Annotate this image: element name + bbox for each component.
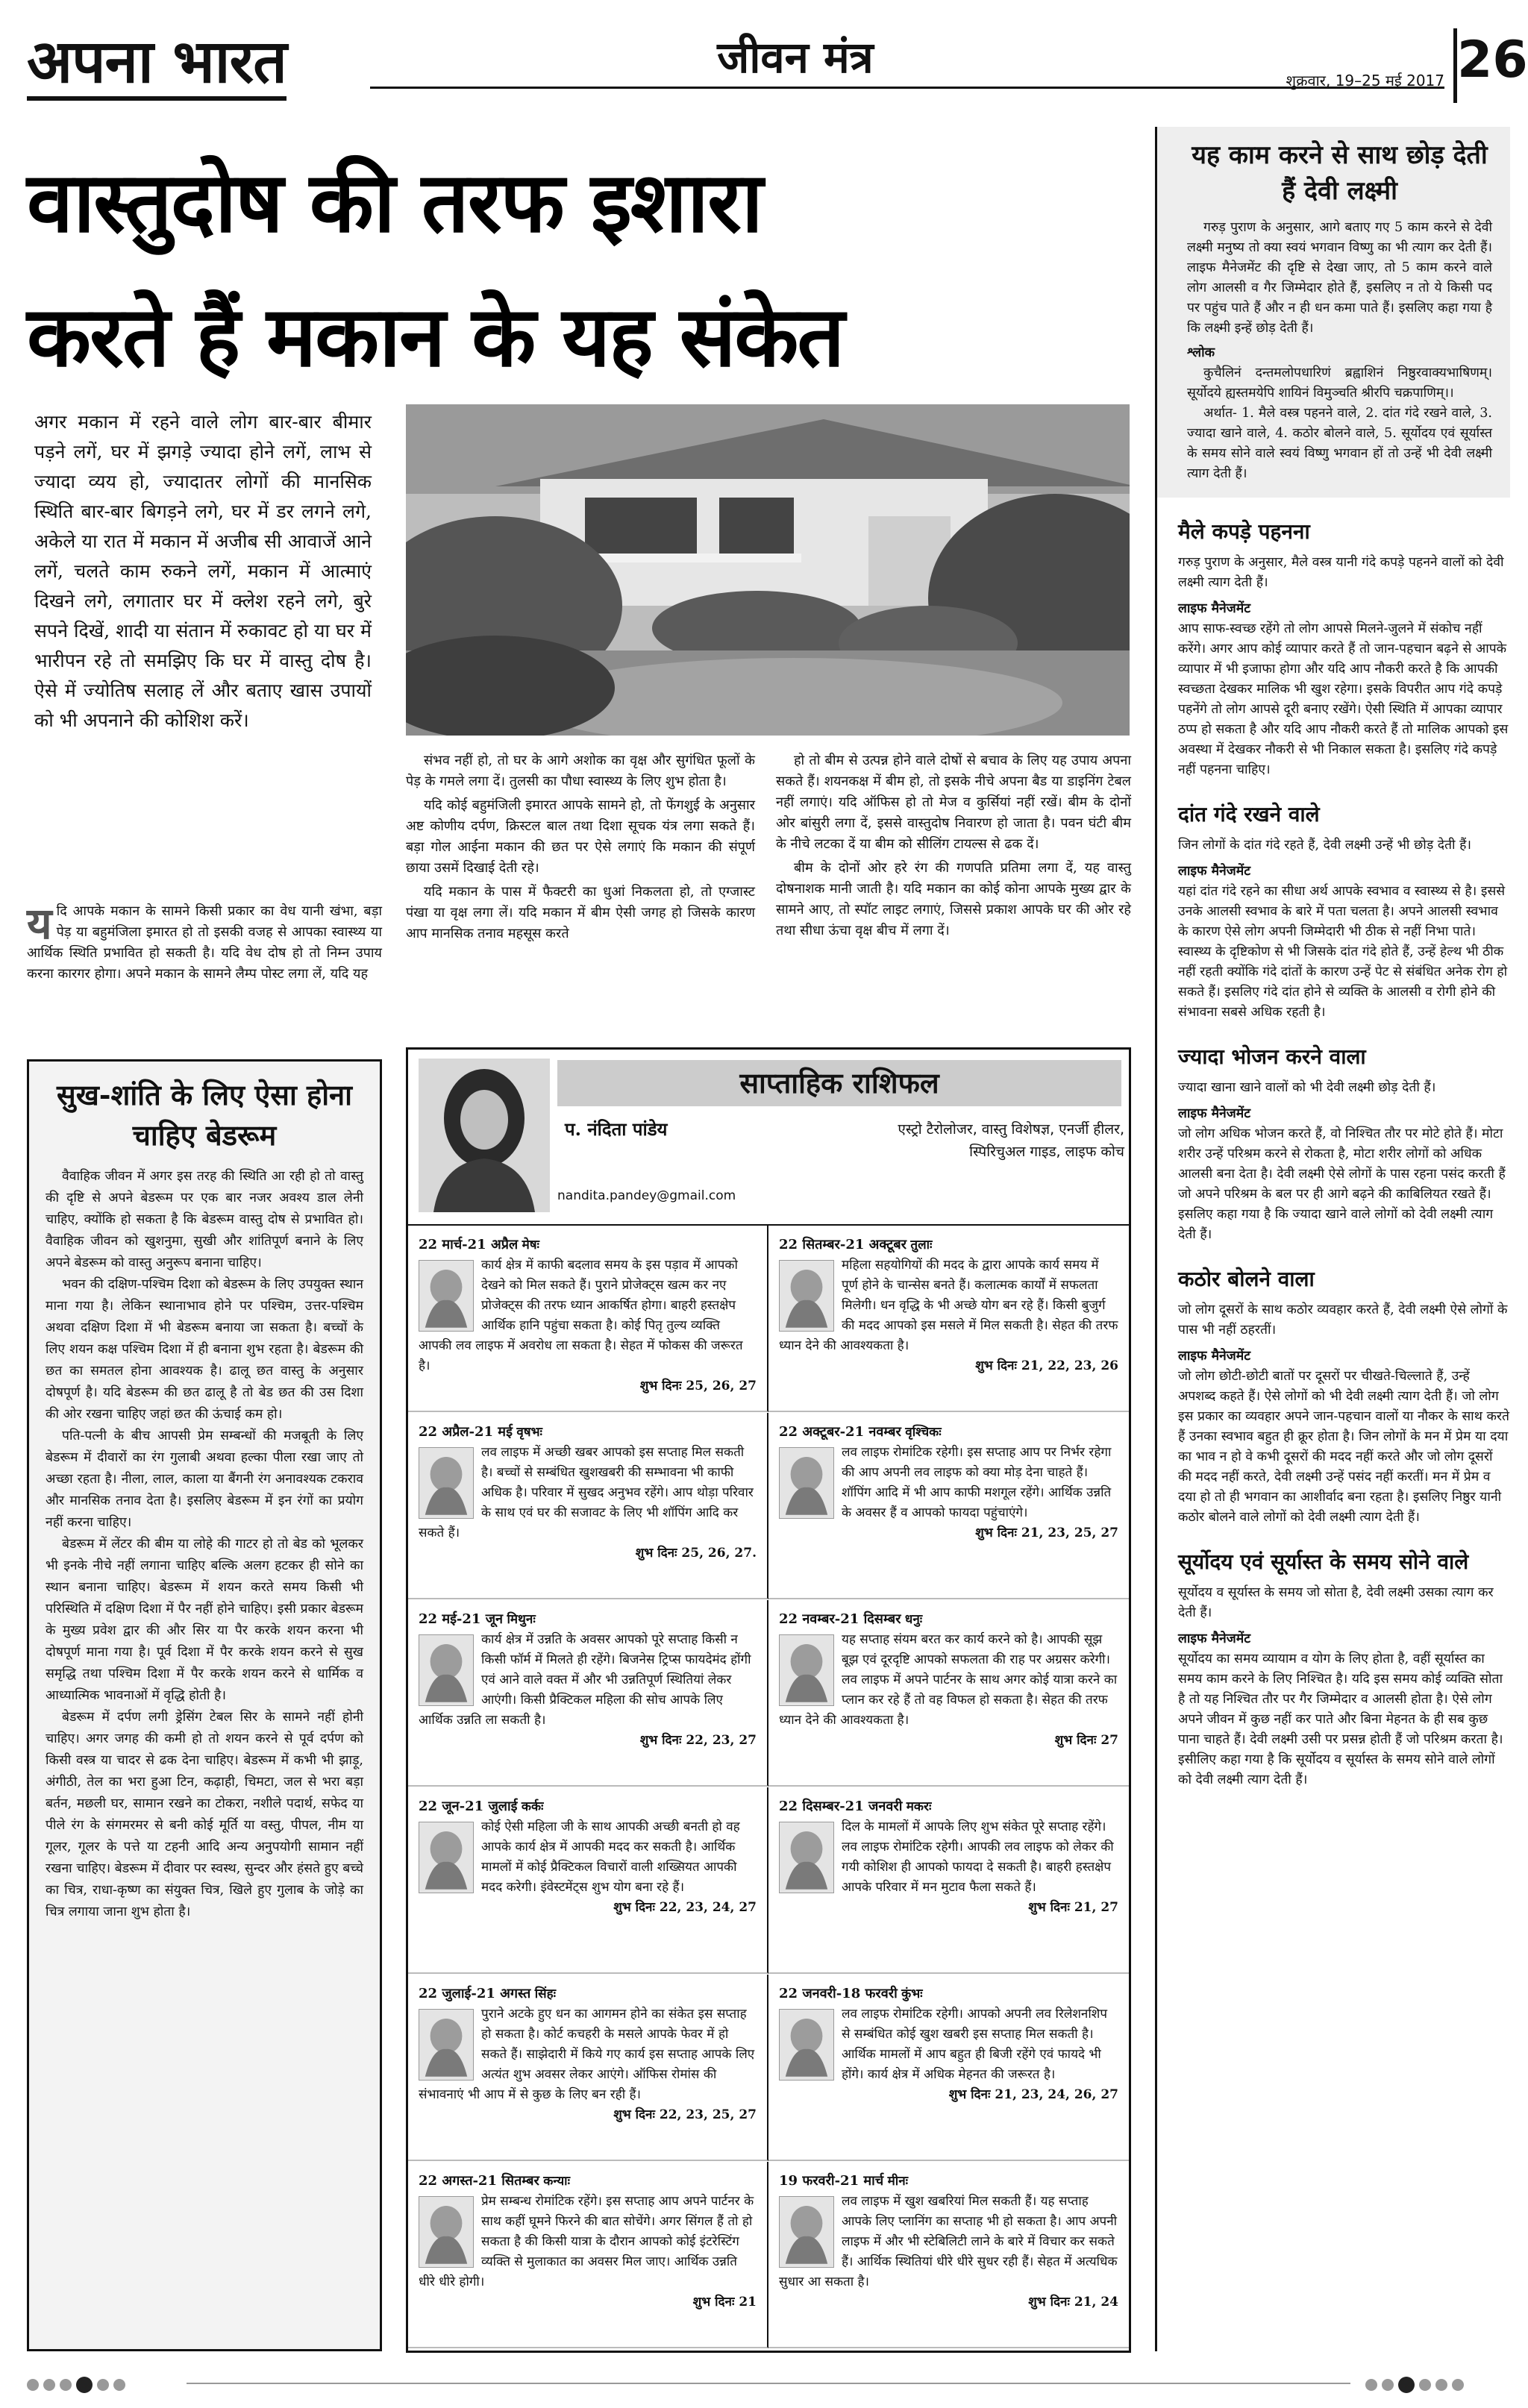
section-title-overeating: ज्यादा भोजन करने वाला — [1178, 1044, 1366, 1069]
footer-dot — [1419, 2379, 1431, 2391]
bedroom-title: सुख-शांति के लिए ऐसा होना चाहिए बेडरूम — [57, 1078, 352, 1152]
shloka-text: कुचैलिनं दन्तमलोपधारिणं ब्रह्वाशिनं निष्ठुरवाक्यभाषिणम्। सूर्योदये ह्यस्तमयेपि शायिनं विमुञ्चति श्रीरपि चक्रपाणिम्।। — [1187, 366, 1492, 401]
bedroom-para: बेडरूम में दर्पण लगी ड्रेसिंग टेबल सिर के सामने नहीं होनी चाहिए। अगर जगह की कमी हो तो शयन करने से पूर्व दर्पण को किसी वस्त्र या चादर से ढक देना चाहिए। बेडरूम में कभी भी झाड़ू, अंगीठी, तेल का भरा हुआ टिन, कढ़ाही, चिमटा, जल से भरा बड़ा बर्तन, मछली घर, सामान रखने का टोकरा, नशीले पदार्थ, सफेद या पीले रंग के संगमरमर से बनी कोई मूर्ति या वस्तु, पीपल, नीम या गूलर, गूलर के पत्ते या टहनी आदि अन्य अनुपयोगी सामान नहीं रखना चाहिए। बेडरूम में दीवार पर स्वस्थ, सुन्दर और हंसते हुए बच्चे का चित्र, राधा-कृष्ण का संयुक्त चित्र, खिले हुए गुलाब के जोड़े का चित्र लगाया जाना शुभ होता है। — [46, 1710, 363, 1919]
author-photo — [419, 1059, 550, 1212]
sign-date-range: 22 नवम्बर-21 दिसम्बर — [779, 1611, 901, 1627]
life-management-label: लाइफ मैनेजमेंट — [1178, 1631, 1251, 1646]
lucky-days-label: शुभ दिनः — [639, 1379, 682, 1393]
sign-prediction: लव लाइफ रोमांटिक रहेगी। इस सप्ताह आप पर निर्भर रहेगा की आप अपनी लव लाइफ को क्या मोड़ देना चाहते हैं। शॉपिंग आदि में भी आप काफी मशगूल रहेंगे। आर्थिक उन्नति के अवसर हैं व आपको फायदा पहुंचाएंगे। — [842, 1445, 1112, 1520]
article-col3-para-1: हो तो बीम से उत्पन्न होने वाले दोषों से बचाव के लिए यह उपाय अपना सकते हैं। शयनकक्ष में बीम हो, तो इसके नीचे अपना बैड या डाइनिंग टेबल नहीं लगाएं। यदि ऑफिस हो तो मेज व कुर्सियां नहीं रखें। बीम के दोनों ओर बांसुरी लगा दें, इससे वास्तुदोष निवारण हो जाता है। पवन घंटी बीम के नीचे लटका दें या बीम को सीलिंग टायल्स से ढक दें। — [776, 753, 1131, 852]
section-intro: गरुड़ पुराण के अनुसार, मैले वस्त्र यानी गंदे कपड़े पहनने वालों को देवी लक्ष्मी त्याग देती हैं। — [1178, 555, 1504, 590]
lucky-days-label: शुभ दिनः — [1054, 1733, 1097, 1748]
article-col2-para-3: यदि मकान के पास में फैक्टरी का धुआं निकलता हो, तो एग्जास्ट पंखा या वृक्ष लगा लें। यदि मकान में बीम ऐसी जगह हो जिसके कारण आप मानसिक तनाव महसूस करते — [406, 884, 755, 941]
sign-date-range: 22 जनवरी-18 फरवरी — [779, 1986, 898, 2001]
zodiac-icon — [419, 2009, 474, 2081]
horoscope-header — [408, 1050, 1129, 1226]
horoscope-cell — [408, 1600, 768, 1787]
footer-dot — [113, 2379, 125, 2391]
lucky-days — [419, 1543, 757, 1564]
sign-line — [779, 1609, 1118, 1630]
lucky-days-value: 21, 27 — [1074, 1900, 1118, 1915]
lucky-days-label: शुभ दिनः — [975, 1358, 1017, 1373]
lakshmi-intro-box — [1157, 127, 1510, 498]
article-column-1 — [27, 898, 382, 985]
sign-name: तुलाः — [910, 1238, 933, 1252]
sign-date-range: 22 अगस्त-21 सितम्बर — [419, 2173, 539, 2189]
footer-dot — [76, 2377, 93, 2393]
sign-date-range: 22 अप्रैल-21 मई — [419, 1424, 513, 1440]
sign-date-range: 22 जून-21 जुलाई — [419, 1799, 518, 1814]
lakshmi-intro-text: गरुड़ पुराण के अनुसार, आगे बताए गए 5 काम करने से देवी लक्ष्मी मनुष्य तो क्या स्वयं भगवान विष्णु का भी त्याग कर देती हैं। लाइफ मैनेजमेंट की दृष्टि से देखा जाए, तो 5 काम करने वाले लोग आलसी व गैर जिम्मेदार होते हैं, इसलिए न तो ये किसी पद पर पहुंच पाते हैं और न ही धन कमा पाते हैं। इसलिए कहा गया है कि लक्ष्मी इन्हें छोड़ देती हैं। — [1187, 220, 1492, 336]
lucky-days-value: 21, 22, 23, 26 — [1021, 1358, 1118, 1373]
footer-dot — [1452, 2379, 1464, 2391]
issue-date: शुक्रवार, 19–25 मई 2017 — [1286, 72, 1444, 90]
article-col2-para-1: संभव नहीं हो, तो घर के आगे अशोक का वृक्ष और सुगंधित फूलों के पेड़ के गमले लगा दें। तुलसी का पौधा स्वास्थ्य के लिए शुभ होता है। — [406, 753, 755, 789]
article-col1-text: दि आपके मकान के सामने किसी प्रकार का वेध यानी खंभा, बड़ा पेड़ या बहुमंजिला इमारत हो तो इसकी वजह से आपका स्वास्थ्य या आर्थिक स्थिति प्रभावित हो सकती है। यदि वेध दोष हो तो निम्न उपाय करना कारगर होगा। अपने मकान के सामने लैम्प पोस्ट लगा लें, यदि यह — [27, 903, 382, 982]
section-title-harsh-speech: कठोर बोलने वाला — [1178, 1267, 1315, 1291]
sign-date-range: 22 मार्च-21 अप्रैल — [419, 1237, 519, 1252]
horoscope-cell — [768, 1975, 1129, 2161]
horoscope-cell — [408, 1787, 768, 1974]
horoscope-cell — [408, 1413, 768, 1599]
sign-line — [779, 1235, 1118, 1255]
zodiac-icon — [779, 2009, 834, 2081]
bedroom-para: भवन की दक्षिण-पश्चिम दिशा को बेडरूम के लिए उपयुक्त स्थान माना गया है। लेकिन स्थानाभाव होने पर पश्चिम, उत्तर-पश्चिम अथवा दक्षिण दिशा में भी बेडरूम बनाया जा सकता है। बच्चों के लिए शयन कक्ष पश्चिम दिशा में ही बनाना शुभ रहता है। बेडरूम की छत का समतल होना आवश्यक है। ढालू छत वास्तु के अनुसार दोषपूर्ण है। यदि बेडरूम की छत ढालू है तो बेड छत की उस दिशा की ओर रखना चाहिए जहां छत की ऊंचाई कम हो। — [46, 1277, 363, 1422]
horoscope-title: साप्ताहिक राशिफल — [557, 1060, 1121, 1106]
article-col2-para-2: यदि कोई बहुमंजिली इमारत आपके सामने हो, तो फेंगशुई के अनुसार अष्ट कोणीय दर्पण, क्रिस्टल बाल तथा दिशा सूचक यंत्र लगा सकते हैं। बड़ा गोल आईना मकान की छत पर ऐसे लगाएं कि मकान की संपूर्ण छाया उसमें दिखाई देती रहे। — [406, 797, 755, 876]
sign-line — [779, 2171, 1118, 2192]
horoscope-cell — [768, 1600, 1129, 1787]
sign-name: मकरः — [906, 1799, 932, 1814]
sign-prediction: महिला सहयोगियों की मदद के द्वारा आपके कार्य समय में पूर्ण होने के चान्सेस बनते हैं। कलात्मक कार्यों में सफलता मिलेगी। धन वृद्धि के भी अच्छे योग बन रहे हैं। किसी बुजुर्ग की मदद आपको इस मसले में मिल सकती है। सेहत की तरफ ध्यान देने की आवश्यकता है। — [779, 1258, 1118, 1353]
zodiac-icon — [419, 1260, 474, 1332]
horoscope-cell — [408, 2162, 768, 2348]
lucky-days-label: शुभ दिनः — [948, 2087, 991, 2102]
sign-prediction: प्रेम सम्बन्ध रोमांटिक रहेंगे। इस सप्ताह आप अपने पार्टनर के साथ कहीं घूमने फिरने की बात सोचेंगे। अगर सिंगल हैं तो हो सकता है की किसी यात्रा के दौरान आपको कोई इंटरेस्टिंग व्यक्ति से मुलाकात का अवसर मिल जाए। आर्थिक उन्नति धीरे धीरे होगी। — [419, 2194, 754, 2289]
lucky-days-label: शुभ दिनः — [635, 1546, 677, 1561]
sign-name: कर्कः — [521, 1799, 544, 1814]
footer-rule — [187, 2383, 1350, 2384]
sign-date-range: 22 जुलाई-21 अगस्त — [419, 1986, 531, 2001]
horoscope-cell — [408, 1975, 768, 2161]
section-body: जो लोग अधिक भोजन करते हैं, वो निश्चित तौर पर मोटे होते हैं। मोटा शरीर उन्हें परिश्रम करने से रोकता है, मोटा शरीर लोगों को अधिक आलसी बना देता है। देवी लक्ष्मी ऐसे लोगों के पास रहना पसंद करती हैं जो अपने परिश्रम के बल पर ही आगे बढ़ने की काबिलियत रखते हैं। इसलिए कहा गया है कि ज्यादा खाने वाले लोगों को देवी लक्ष्मी त्याग देती हैं। — [1178, 1126, 1506, 1242]
lucky-days-label: शुभ दिनः — [1028, 2295, 1070, 2310]
zodiac-icon — [779, 1822, 834, 1893]
article-column-2 — [406, 750, 755, 947]
bedroom-sidebar — [27, 1059, 382, 2351]
lucky-days — [419, 1898, 757, 1918]
bedroom-para: पति-पत्नी के बीच आपसी प्रेम सम्बन्धों की मजबूती के लिए बेडरूम में दीवारों का रंग गुलाबी अथवा हल्का पीला रखा जाए तो अच्छा रहता है। नीला, लाल, काला या बैंगनी रंग अनावश्यक टकराव और मानसिक तनाव देता है। इसलिए बेडरूम में इन रंगों का प्रयोग नहीं करना चाहिए। — [46, 1429, 363, 1530]
zodiac-icon — [419, 1634, 474, 1706]
lucky-days — [779, 1356, 1118, 1376]
section-title: जीवन मंत्र — [717, 32, 874, 83]
sign-line — [419, 1984, 757, 2004]
lucky-days-label: शुभ दिनः — [692, 2295, 735, 2310]
sign-prediction: कोई ऐसी महिला जी के साथ आपकी अच्छी बनती हो वह आपके कार्य क्षेत्र में आपकी मदद कर सकती है। आर्थिक मामलों में कोई प्रैक्टिकल विचारों वाली शख्सियत आपकी मदद करेगी। इंवेस्टमेंट्स शुभ योग बना रहे हैं। — [481, 1819, 740, 1895]
lucky-days — [419, 1376, 757, 1396]
lucky-days — [779, 1523, 1118, 1543]
main-headline — [27, 136, 1146, 404]
sign-prediction: लव लाइफ में खुश खबरियां मिल सकती हैं। यह सप्ताह आपके लिए प्लानिंग का सप्ताह भी हो सकता है। आप अपनी लाइफ में और भी स्टेबिलिटी लाने के बारे में विचार कर सकते हैं। आर्थिक स्थितियां धीरे धीरे सुधर रही हैं। सेहत में अत्यधिक सुधार आ सकता है। — [779, 2194, 1118, 2289]
drop-cap: य — [27, 898, 52, 949]
headline-line-1: वास्तुदोष की तरफ इशारा — [27, 154, 762, 251]
zodiac-icon — [419, 2196, 474, 2268]
section-body: जो लोग छोटी-छोटी बातों पर दूसरों पर चीखते-चिल्लाते हैं, उन्हें अपशब्द कहते हैं। ऐसे लोगों को भी देवी लक्ष्मी त्याग देती हैं। जो लोग इस प्रकार का व्यवहार अपने जान-पहचान वालों या नौकर के साथ करते हैं उनका स्वभाव बहुत ही क्रूर होता है। जिन लोगों के मन में प्रेम या दया का भाव न हो वे कभी दूसरों की मदद नहीं करते और जो लोग दूसरों की मदद नहीं करते, देवी लक्ष्मी उन्हें पसंद नहीं करतीं। मन में प्रेम व दया हो तो ही भगवान का आशीर्वाद बना रहता है। इसलिए निष्ठुर यानी कठोर बोलने वाले लोगों को देवी लक्ष्मी त्याग देती हैं। — [1178, 1369, 1510, 1525]
lucky-days-value: 25, 26, 27. — [681, 1546, 757, 1561]
sign-name: मेषः — [522, 1238, 539, 1252]
section-intro: जो लोग दूसरों के साथ कठोर व्यवहार करते हैं, देवी लक्ष्मी ऐसे लोगों के पास भी नहीं ठहरतीं। — [1178, 1302, 1508, 1338]
section-harsh-speech — [1178, 1300, 1510, 1528]
horoscope-cell — [768, 1787, 1129, 1974]
lucky-days-label: शुभ दिनः — [613, 1900, 655, 1915]
horoscope-cell — [768, 1226, 1129, 1412]
zodiac-icon — [779, 1447, 834, 1519]
sign-prediction: दिल के मामलों में आपके लिए शुभ संकेत पूरे सप्ताह रहेंगे। लव लाइफ रोमांटिक रहेगी। आपकी लव लाइफ को लेकर की गयी कोशिश ही आपको फायदा दे सकती है। बाहरी हस्तक्षेप आपके परिवार में मन मुटाव फैला सकते हैं। — [842, 1819, 1114, 1895]
newspaper-logo: अपना भारत — [27, 21, 361, 101]
page-number: 26 — [1453, 28, 1507, 103]
article-col3-para-2: बीम के दोनों ओर हरे रंग की गणपति प्रतिमा लगा दें, यह वास्तु दोषनाशक मानी जाती है। यदि मकान का कोई कोना आपके मुख्य द्वार के सामने आए, तो स्पॉट लाइट लगाएं, जिससे प्रकाश आपके घर की ओर रहे तथा सीधा ऊंचा वृक्ष बीच में लगा दें। — [776, 860, 1131, 938]
lucky-days — [779, 2292, 1118, 2313]
lucky-days-value: 21, 23, 24, 26, 27 — [995, 2087, 1118, 2102]
sign-date-range: 22 दिसम्बर-21 जनवरी — [779, 1799, 903, 1814]
section-body: आप साफ-स्वच्छ रहेंगे तो लोग आपसे मिलने-जुलने में संकोच नहीं करेंगे। अगर आप कोई व्यापार करते हैं तो जान-पहचान बढ़ने से आपके व्यापार में भी इजाफा होगा और यदि आप नौकरी करते है कि आपकी स्वच्छता देखकर मालिक भी खुश रहेगा। इसके विपरीत आप गंदे कपड़े पहनेंगे तो लोग आपसे दूरी बनाए रखेंगे। ऐसी स्थिति में आपका व्यापार ठप्प हो सकता है और यदि आप नौकरी करते हैं तो मालिक आपको इस अवस्था में देखकर नौकरी से भी निकाल सकता है। इसलिए गंदे कपड़े नहीं पहनना चाहिए। — [1178, 621, 1509, 777]
zodiac-icon — [419, 1822, 474, 1893]
lucky-days-value: 21, 24 — [1074, 2295, 1118, 2310]
sign-name: मिथुनः — [507, 1612, 536, 1627]
sign-line — [779, 1984, 1118, 2004]
section-intro: जिन लोगों के दांत गंदे रहते हैं, देवी लक्ष्मी उन्हें भी छोड़ देती हैं। — [1178, 838, 1472, 853]
sign-name: कुंभः — [901, 1987, 923, 2001]
sign-name: वृषभः — [516, 1425, 542, 1440]
sign-date-range: 19 फरवरी-21 मार्च — [779, 2173, 884, 2189]
horoscope-cell — [768, 2162, 1129, 2348]
zodiac-icon — [779, 1260, 834, 1332]
lucky-days-value: 22, 23, 25, 27 — [659, 2107, 757, 2122]
lucky-days — [419, 2105, 757, 2125]
footer-dot — [97, 2379, 109, 2391]
horoscope-cell — [408, 1226, 768, 1412]
sign-name: सिंहः — [534, 1987, 557, 2001]
sign-prediction: यह सप्ताह संयम बरत कर कार्य करने को है। आपकी सूझ बूझ एवं दूरदृष्टि आपको सफलता की राह पर अग्रसर करेगी। लव लाइफ में अपने पार्टनर के साथ अगर कोई यात्रा करने का प्लान कर रहे हैं तो वह विफल हो सकता है। सेहत की तरफ ध्यान देने की आवश्यकता है। — [779, 1632, 1118, 1728]
lucky-days-value: 22, 23, 24, 27 — [659, 1900, 757, 1915]
lucky-days-value: 27 — [1100, 1733, 1118, 1748]
lucky-days-value: 21, 23, 25, 27 — [1021, 1526, 1118, 1540]
sign-prediction: कार्य क्षेत्र में काफी बदलाव समय के इस पड़ाव में आपको देखने को मिल सकते हैं। पुराने प्रोजेक्ट्स खत्म कर नए प्रोजेक्ट्स की तरफ ध्यान आकर्षित होगा। बाहरी हस्तक्षेप आर्थिक हानि पहुंचा सकता है। कोई पितृ तुल्य व्यक्ति आपकी लव लाइफ में अवरोध ला सकता है। सेहत में फोकस की जरूरत है। — [419, 1258, 743, 1373]
sign-name: धनुः — [904, 1612, 923, 1627]
horoscope-cell — [768, 1413, 1129, 1599]
lakshmi-intro — [1187, 218, 1492, 484]
section-dirty-teeth — [1178, 835, 1510, 1023]
section-title-dirty-teeth: दांत गंदे रखने वाले — [1178, 802, 1320, 827]
lucky-days-value: 22, 23, 27 — [686, 1733, 757, 1748]
lucky-days-value: 21 — [739, 2295, 757, 2310]
author-role: एस्ट्रो टैरोलोजर, वास्तु विशेषज्ञ, एनर्जी हीलर, स्पिरिचुअल गाइड, लाइफ कोच — [898, 1121, 1124, 1160]
lucky-days — [419, 2292, 757, 2313]
headline-line-2: करते हैं मकान के यह संकेत — [27, 288, 844, 386]
sign-date-range: 22 मई-21 जून — [419, 1611, 504, 1627]
section-body: यहां दांत गंदे रहने का सीधा अर्थ आपके स्वभाव व स्वास्थ्य से है। इससे उनके आलसी स्वभाव के बारे में पता चलता है। अपने आलसी स्वभाव के कारण ऐसे लोग अपनी जिम्मेदारी भी ठीक से नहीं निभा पाते। स्वास्थ्य के दृष्टिकोण से भी जिसके दांत गंदे होते हैं, उन्हें हेल्थ भी ठीक नहीं रहती क्योंकि गंदे दांतों के कारण उन्हें पेट से संबंधित अनेक रोग हो सकते हैं। इसलिए गंदे दांत होने से व्यक्ति के आलसी व रोगी होने की संभावना सबसे अधिक रहती है। — [1178, 884, 1508, 1020]
lucky-days-label: शुभ दिनः — [1028, 1900, 1070, 1915]
zodiac-icon — [779, 1634, 834, 1706]
zodiac-icon — [779, 2196, 834, 2268]
sign-line — [419, 1422, 757, 1443]
sign-name: कन्याः — [543, 2174, 571, 2189]
author-name: प. नंदिता पांडेय — [565, 1118, 668, 1140]
section-body: सूर्योदय का समय व्यायाम व योग के लिए होता है, वहीं सूर्यास्त का समय काम करने के लिए निश्चित है। यदि इस समय कोई व्यक्ति सोता है तो यह निश्चित तौर पर गैर जिम्मेदार व आलसी होता है। ऐसे लोग अपने जीवन में कुछ नहीं कर पाते और बिना मेहनत के ही सब कुछ पाना चाहते हैं। देवी लक्ष्मी उसी पर प्रसन्न होती हैं जो परिश्रम करता है। इसीलिए कहा गया है कि सूर्योदय व सूर्यास्त के समय सोने वाले लोगों को देवी लक्ष्मी त्याग देती हैं। — [1178, 1652, 1503, 1787]
bedroom-para: बेडरूम में लेंटर की बीम या लोहे की गाटर हो तो बेड को भूलकर भी इनके नीचे नहीं लगाना चाहिए बल्कि अलग हटकर ही सोने का स्थान बनाना चाहिए। बेडरूम में शयन करते समय किसी भी परिस्थिति में दक्षिण दिशा में पैर नहीं होने चाहिए। इसी प्रकार बेडरूम के मुख्य प्रवेश द्वार की और सिर या पैर करके शयन करना भी दोषपूर्ण माना गया है। पूर्व दिशा में पैर करके शयन करने से सुख समृद्धि तथा पश्चिम दिशा में पैर करके शयन करने से धार्मिक व आध्यात्मिक भावनाओं में वृद्धि होती है। — [46, 1537, 363, 1703]
section-title-dirty-clothes: मैले कपड़े पहनना — [1178, 519, 1310, 544]
section-sleeping-at-dawn — [1178, 1583, 1510, 1790]
life-management-label: लाइफ मैनेजमेंट — [1178, 1106, 1251, 1121]
footer-dot — [1398, 2377, 1415, 2393]
shloka-meaning: अर्थात- 1. मैले वस्त्र पहनने वाले, 2. दांत गंदे रखने वाले, 3. ज्यादा खाने वाले, 4. कठोर बोलने वाले, 5. सूर्योदय एवं सूर्यास्त के समय सोने वाले स्वयं विष्णु भगवान हों तो उन्हें भी देवी लक्ष्मी त्याग देती हैं। — [1187, 406, 1492, 481]
house-garden-photo — [406, 404, 1130, 736]
footer-dot — [1365, 2379, 1377, 2391]
lucky-days — [419, 1731, 757, 1751]
sign-line — [419, 1235, 757, 1255]
sign-line — [419, 2171, 757, 2192]
life-management-label: लाइफ मैनेजमेंट — [1178, 601, 1251, 616]
zodiac-icon — [419, 1447, 474, 1519]
author-email[interactable]: nandita.pandey@gmail.com — [557, 1188, 736, 1203]
sign-name: मीनः — [887, 2174, 909, 2189]
lucky-days-label: शुभ दिनः — [975, 1526, 1017, 1540]
section-dirty-clothes — [1178, 553, 1510, 780]
sign-date-range: 22 सितम्बर-21 अक्टूबर — [779, 1237, 907, 1252]
footer-dot — [27, 2379, 39, 2391]
sign-prediction: लव लाइफ में अच्छी खबर आपको इस सप्ताह मिल सकती है। बच्चों से सम्बंधित खुशखबरी की सम्भावना भी काफी अधिक है। परिवार में सुखद अनुभव रहेंगे। आप थोड़ा परिवार के साथ एवं घर की सजावट के लिए भी शॉपिंग आदि कर सकते हैं। — [419, 1445, 754, 1540]
life-management-label: लाइफ मैनेजमेंट — [1178, 1349, 1251, 1364]
lakshmi-title: यह काम करने से साथ छोड़ देती हैं देवी लक्ष्मी — [1192, 140, 1488, 206]
sign-line — [419, 1609, 757, 1630]
section-title-sleeping-at-dawn: सूर्योदय एवं सूर्यास्त के समय सोने वाले — [1178, 1549, 1469, 1574]
masthead — [27, 21, 1528, 109]
footer-dots-left — [27, 2377, 130, 2392]
lucky-days — [779, 1731, 1118, 1751]
sign-line — [419, 1796, 757, 1817]
sign-date-range: 22 अक्टूबर-21 नवम्बर — [779, 1424, 901, 1440]
sign-name: वृश्चिकः — [905, 1425, 942, 1440]
footer-dot — [43, 2379, 55, 2391]
lucky-days-label: शुभ दिनः — [639, 1733, 682, 1748]
article-column-3 — [776, 750, 1131, 944]
sign-line — [779, 1422, 1118, 1443]
lead-paragraph: अगर मकान में रहने वाले लोग बार-बार बीमार पड़ने लगें, घर में झगड़े ज्यादा होने लगें, लाभ से ज्यादा व्यय हो, ज्यादातर लोगों की मानसिक स्थिति बार-बार बिगड़ने लगे, घर में डर लगने लगे, अकेले या रात में मकान में अजीब सी आवाजें आने लगें, चलते काम रुकने लगें, मकान में आत्माएं दिखने लगे, लगातार घर में क्लेश रहने लगे, बुरे सपने दिखें, शादी या संतान में रुकावट हो या घर में भारीपन रहे तो समझिए कि घर में वास्तु दोष है। ऐसे में ज्योतिष सलाह लें और बताए खास उपायों को भी अपनाने की कोशिश करें। — [34, 411, 372, 731]
lucky-days-label: शुभ दिनः — [613, 2107, 655, 2122]
shloka-label: श्लोक — [1187, 345, 1215, 360]
lucky-days — [779, 2085, 1118, 2105]
footer-dot — [60, 2379, 72, 2391]
footer-dot — [1382, 2379, 1394, 2391]
footer-dot — [1435, 2379, 1447, 2391]
life-management-label: लाइफ मैनेजमेंट — [1178, 864, 1251, 879]
sign-line — [779, 1796, 1118, 1817]
lucky-days-value: 25, 26, 27 — [686, 1379, 757, 1393]
footer-dots-right — [1365, 2377, 1468, 2392]
bedroom-para: वैवाहिक जीवन में अगर इस तरह की स्थिति आ रही हो तो वास्तु की दृष्टि से अपने बेडरूम पर एक बार नजर अवश्य डाल लेनी चाहिए, क्योंकि हो सकता है कि बेडरूम वास्तु दोष से प्रभावित हो। वैवाहिक जीवन को खुशनुमा, सुखी और शांतिपूर्ण बनाने के लिए अपने बेडरूम को वास्तु अनुरूप बनाना चाहिए। — [46, 1169, 363, 1270]
sign-prediction: लव लाइफ रोमांटिक रहेगी। आपको अपनी लव रिलेशनशिप से सम्बंधित कोई खुश खबरी इस सप्ताह मिल सकती है। आर्थिक मामलों में आप बहुत ही बिजी रहेंगे एवं फायदे भी होंगे। कार्य क्षेत्र में अधिक मेहनत की जरूरत है। — [842, 2007, 1107, 2082]
sign-prediction: कार्य क्षेत्र में उन्नति के अवसर आपको पूरे सप्ताह किसी न किसी फॉर्म में मिलते ही रहेंगे। बिजनेस ट्रिप्स फायदेमंद होंगी एवं आने वाले वक्त में और भी उन्नतिपूर्ण स्थितियां लेकर आएंगी। किसी प्रैक्टिकल महिला की सोच आपके लिए आर्थिक उन्नति ला सकती है। — [419, 1632, 751, 1728]
lakshmi-column — [1155, 127, 1510, 2351]
section-intro: ज्यादा खाना खाने वालों को भी देवी लक्ष्मी छोड़ देती हैं। — [1178, 1080, 1436, 1095]
bedroom-text — [46, 1166, 363, 1923]
sign-prediction: पुराने अटके हुए धन का आगमन होने का संकेत इस सप्ताह हो सकता है। कोर्ट कचहरी के मसले आपके फेवर में हो सकते हैं। साझेदारी में किये गए कार्य इस सप्ताह आपके लिए अत्यंत शुभ अवसर लेकर आएंगे। ऑफिस रोमांस की संभावनाएं भी आप में से कुछ के लिए बन रही हैं। — [419, 2007, 755, 2102]
lucky-days — [779, 1898, 1118, 1918]
weekly-horoscope — [406, 1047, 1131, 2353]
section-overeating — [1178, 1078, 1510, 1245]
section-intro: सूर्योदय व सूर्यास्त के समय जो सोता है, देवी लक्ष्मी उसका त्याग कर देती हैं। — [1178, 1585, 1494, 1620]
